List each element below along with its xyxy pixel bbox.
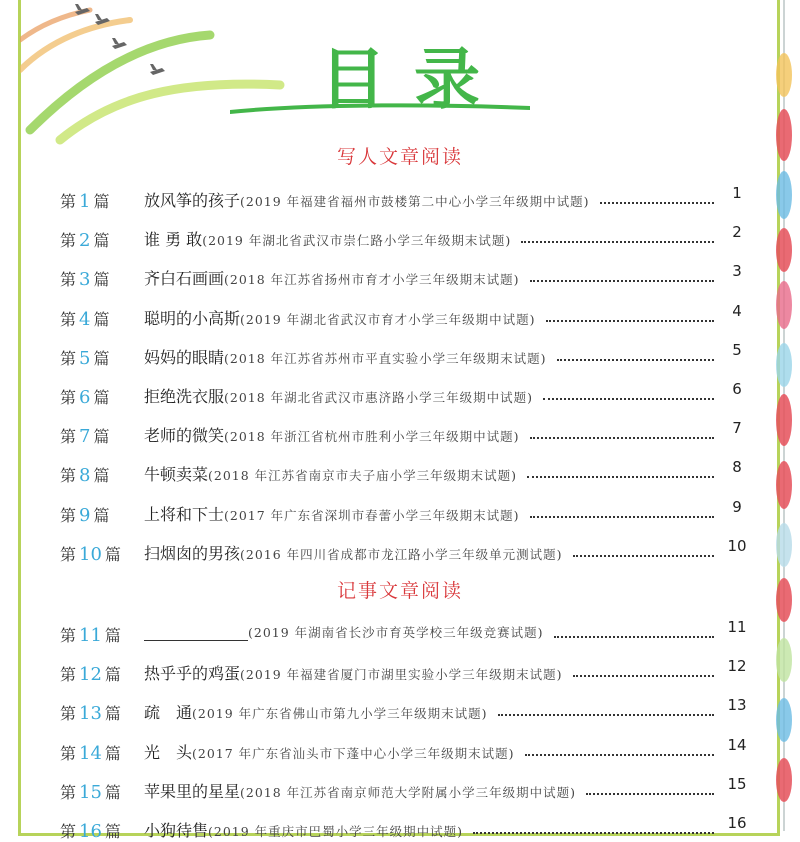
ordinal-suffix: 篇 [104, 704, 121, 724]
toc-entry[interactable] [60, 460, 740, 486]
leader-dots [473, 818, 714, 834]
entry-ordinal [60, 780, 140, 803]
entry-ordinal [60, 623, 140, 646]
entry-source: (2017 年广东省深圳市春蕾小学三年级期末试题) [224, 507, 520, 523]
page-number: 10 [727, 536, 747, 555]
ordinal-prefix: 第 [60, 309, 77, 329]
entry-source: (2018 年江苏省苏州市平直实验小学三年级期末试题) [224, 350, 547, 366]
toc-entry[interactable] [60, 618, 747, 646]
page-number: 4 [732, 301, 742, 320]
ordinal-number: 1 [79, 191, 91, 212]
ordinal-number: 12 [79, 664, 102, 686]
entry-title: 拒绝洗衣服 [144, 387, 225, 406]
toc-entry[interactable] [60, 497, 742, 526]
entry-source: (2017 年广东省汕头市下蓬中心小学三年级期末试题) [192, 745, 515, 761]
ordinal-number: 6 [79, 387, 91, 408]
entry-title-line [144, 622, 544, 641]
ordinal-suffix: 篇 [93, 388, 110, 407]
entry-source: (2019 年广东省佛山市第九小学三年级期末试题) [192, 706, 488, 722]
page-number: 6 [732, 380, 742, 398]
page-number: 1 [732, 184, 742, 202]
entry-title-line [144, 661, 563, 684]
entry-source: (2019 年湖北省武汉市崇仁路小学三年级期末试题) [202, 233, 512, 249]
entry-title: 疏 通 [144, 703, 193, 723]
entry-title-line [144, 502, 520, 525]
ordinal-suffix: 篇 [104, 743, 121, 763]
page-number: 15 [727, 774, 747, 793]
ordinal-prefix: 第 [60, 388, 77, 407]
toc-entry[interactable] [60, 340, 742, 369]
page-title: 目录 [320, 41, 508, 118]
entry-source: (2019 年重庆市巴蜀小学三年级期中试题) [208, 824, 464, 839]
entry-title-line [144, 740, 515, 763]
leader-dots [586, 779, 714, 795]
leader-dots [600, 188, 714, 204]
leader-dots [554, 622, 714, 638]
page-number: 7 [732, 419, 742, 438]
entry-title-line [144, 227, 511, 250]
ordinal-suffix: 篇 [93, 348, 110, 368]
ordinal-suffix: 篇 [104, 544, 121, 564]
leader-dots [530, 423, 714, 439]
toc-entry[interactable] [60, 421, 740, 447]
ordinal-prefix: 第 [60, 704, 77, 724]
leader-dots [573, 661, 714, 677]
entry-ordinal [60, 228, 140, 251]
ordinal-suffix: 篇 [93, 505, 110, 525]
entry-source: (2018 年浙江省杭州市胜利小学三年级期中试题) [224, 429, 520, 445]
ordinal-prefix: 第 [60, 626, 77, 645]
section-title-events: 记事文章阅读 [336, 580, 463, 602]
entry-title: 齐白石画画 [144, 269, 225, 289]
toc-entry[interactable] [60, 225, 740, 251]
leader-dots [527, 462, 714, 478]
toc-entry[interactable] [60, 264, 740, 290]
toc-entry[interactable] [60, 814, 747, 842]
entry-title: 谁 勇 敢 [144, 230, 203, 250]
entry-title-line [144, 384, 533, 407]
ordinal-number: 9 [79, 504, 91, 526]
entry-source: (2018 年江苏省扬州市育才小学三年级期末试题) [224, 272, 520, 288]
entry-title: 小狗待售 [144, 821, 209, 840]
leader-dots [530, 266, 714, 282]
entry-title-line [144, 700, 488, 723]
leader-dots [573, 541, 714, 557]
ordinal-prefix: 第 [60, 822, 77, 841]
entry-title: 上将和下士 [144, 504, 225, 524]
entry-title-line [144, 779, 576, 802]
entry-ordinal [60, 542, 140, 565]
ordinal-prefix: 第 [60, 192, 77, 211]
page-number: 16 [727, 814, 747, 832]
entry-source: (2019 年湖北省武汉市育才小学三年级期中试题) [240, 311, 536, 327]
entry-title: 聪明的小高斯 [144, 308, 241, 328]
ordinal-prefix: 第 [60, 544, 77, 564]
entry-title: 光 头 [144, 742, 193, 762]
entry-title: 扫烟囱的男孩 [144, 543, 241, 563]
entry-ordinal [60, 463, 140, 486]
leader-dots [557, 345, 714, 361]
leader-dots [530, 502, 714, 518]
ordinal-number: 2 [79, 230, 91, 252]
toc-entry[interactable] [60, 536, 747, 565]
ordinal-prefix: 第 [60, 270, 77, 290]
ordinal-number: 4 [79, 308, 91, 330]
ordinal-number: 7 [79, 426, 91, 448]
entry-source: (2018 年湖北省武汉市惠济路小学三年级期中试题) [224, 390, 534, 405]
entry-title-line [144, 818, 463, 841]
leader-dots [525, 740, 714, 756]
page-number: 5 [732, 340, 742, 359]
page-number: 8 [732, 458, 742, 477]
entry-title: 妈妈的眼睛 [144, 347, 225, 367]
entry-title-line [144, 306, 536, 329]
toc-entry[interactable] [60, 774, 747, 803]
page-number: 11 [727, 618, 747, 636]
entry-source: (2018 年江苏省南京师范大学附属小学三年级期中试题) [240, 784, 577, 800]
ordinal-prefix: 第 [60, 348, 77, 368]
ordinal-suffix: 篇 [93, 309, 110, 329]
entry-ordinal [60, 424, 140, 447]
page-number: 3 [732, 262, 742, 281]
entry-source: (2019 年湖南省长沙市育英学校三年级竞赛试题) [248, 625, 544, 640]
entry-title: 放风筝的孩子 [144, 191, 241, 210]
ordinal-suffix: 篇 [93, 231, 110, 251]
toc-entry[interactable] [60, 301, 742, 330]
ordinal-suffix: 篇 [104, 626, 121, 645]
ordinal-suffix: 篇 [104, 822, 121, 841]
ordinal-prefix: 第 [60, 665, 77, 685]
entry-title-line [144, 188, 590, 211]
lantern-decoration [764, 0, 800, 831]
ordinal-suffix: 篇 [104, 665, 121, 685]
entry-ordinal [60, 701, 140, 724]
title-blank [144, 626, 248, 641]
entry-ordinal [60, 307, 140, 330]
page-number: 12 [727, 657, 747, 676]
ordinal-number: 15 [79, 781, 102, 803]
section-title-people: 写人文章阅读 [336, 146, 463, 168]
page-number: 2 [732, 223, 742, 242]
page-number: 13 [727, 696, 747, 715]
toc-entry[interactable] [60, 382, 740, 408]
entry-ordinal [60, 346, 140, 369]
ordinal-suffix: 篇 [93, 192, 110, 211]
entry-ordinal [60, 662, 140, 685]
page-number: 9 [732, 497, 742, 516]
ordinal-number: 10 [79, 543, 102, 565]
title-underline [230, 98, 530, 118]
toc-entry[interactable] [60, 696, 747, 725]
leader-dots [521, 227, 714, 243]
entry-title: 苹果里的星星 [144, 781, 241, 801]
leader-dots [543, 384, 714, 400]
ordinal-suffix: 篇 [93, 466, 110, 486]
ordinal-prefix: 第 [60, 505, 77, 525]
entry-title-line [144, 266, 520, 289]
toc-entry[interactable] [60, 186, 740, 212]
ordinal-prefix: 第 [60, 427, 77, 447]
ordinal-prefix: 第 [60, 466, 77, 486]
entry-source: (2019 年福建省福州市鼓楼第二中心小学三年级期中试题) [240, 194, 590, 209]
toc-entry[interactable] [60, 657, 747, 686]
ordinal-prefix: 第 [60, 231, 77, 251]
entry-ordinal [60, 741, 140, 764]
entry-source: (2016 年四川省成都市龙江路小学三年级单元测试题) [240, 546, 563, 562]
entry-ordinal [60, 503, 140, 526]
entry-ordinal [60, 267, 140, 290]
ordinal-prefix: 第 [60, 782, 77, 802]
ordinal-number: 11 [79, 625, 102, 646]
ordinal-suffix: 篇 [93, 427, 110, 447]
entry-ordinal [60, 385, 140, 408]
ordinal-number: 14 [79, 742, 102, 764]
entry-source: (2019 年福建省厦门市湖里实验小学三年级期末试题) [240, 667, 563, 683]
entry-title: 老师的微笑 [144, 426, 225, 446]
entry-title: 牛顿卖菜 [144, 465, 209, 485]
toc-entry[interactable] [60, 735, 747, 764]
ordinal-suffix: 篇 [104, 782, 121, 802]
ordinal-number: 8 [79, 465, 91, 487]
entry-title-line [144, 423, 520, 446]
page-number: 14 [727, 735, 747, 754]
entry-title: 热乎乎的鸡蛋 [144, 664, 241, 684]
entry-title-line [144, 462, 517, 485]
entry-title-line [144, 345, 547, 368]
entry-source: (2018 年江苏省南京市夫子庙小学三年级期末试题) [208, 468, 518, 484]
ordinal-number: 5 [79, 347, 91, 369]
ordinal-suffix: 篇 [93, 270, 110, 290]
ordinal-number: 13 [79, 703, 102, 725]
ordinal-prefix: 第 [60, 743, 77, 763]
ordinal-number: 16 [79, 821, 102, 842]
entry-ordinal [60, 189, 140, 212]
entry-title-line [144, 541, 563, 564]
leader-dots [546, 306, 714, 322]
ordinal-number: 3 [79, 269, 91, 291]
leader-dots [498, 700, 714, 716]
